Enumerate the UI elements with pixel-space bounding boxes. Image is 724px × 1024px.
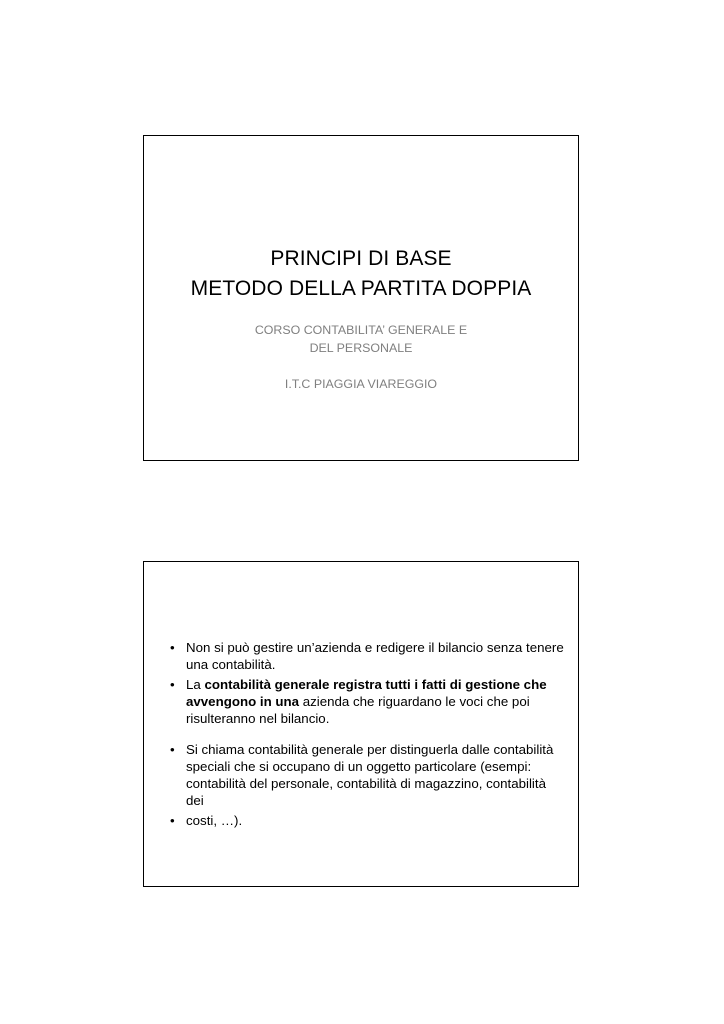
bullet-text-1: Non si può gestire un’azienda e redigere il bilancio senza tenere una contabilità. xyxy=(186,640,564,672)
slide-2 xyxy=(143,561,579,887)
bullet-text-2-suffix: azienda che riguardano le voci che poi risulteranno nel bilancio. xyxy=(186,694,530,726)
bullet-list xyxy=(168,639,564,832)
subtitle-line-3: I.T.C PIAGGIA VIAREGGIO xyxy=(284,377,438,391)
bullet-text-4: costi, …). xyxy=(186,813,243,828)
bullet-text-2-prefix: La xyxy=(186,677,205,692)
bullet-marker: • xyxy=(170,677,175,692)
bullet-item-3 xyxy=(168,741,564,809)
bullet-marker: • xyxy=(170,813,175,828)
bullet-item-1 xyxy=(168,639,564,673)
subtitle-line-1: CORSO CONTABILITA’ GENERALE E xyxy=(254,323,468,337)
title-line-1: PRINCIPI DI BASE xyxy=(270,247,452,270)
bullet-text-3: Si chiama contabilità generale per distinguerla dalle contabilità speciali che si occupano di un oggetto particolare (esempi: contabilità del personale, contabilità di magazzino, contabilità dei xyxy=(186,742,554,808)
slide-1 xyxy=(143,135,579,461)
bullet-item-4 xyxy=(168,812,564,829)
title-line-2: METODO DELLA PARTITA DOPPIA xyxy=(190,277,532,300)
slide-subtitle xyxy=(144,321,578,393)
subtitle-gap xyxy=(144,357,578,375)
bullet-marker: • xyxy=(170,742,175,757)
subtitle-line-2: DEL PERSONALE xyxy=(309,341,413,355)
bullet-item-2 xyxy=(168,676,564,727)
slide-title xyxy=(144,244,578,304)
bullet-text-2-bold: contabilità generale registra tutti i fatti di gestione che avvengono in una xyxy=(186,677,547,709)
bullet-marker: • xyxy=(170,640,175,655)
